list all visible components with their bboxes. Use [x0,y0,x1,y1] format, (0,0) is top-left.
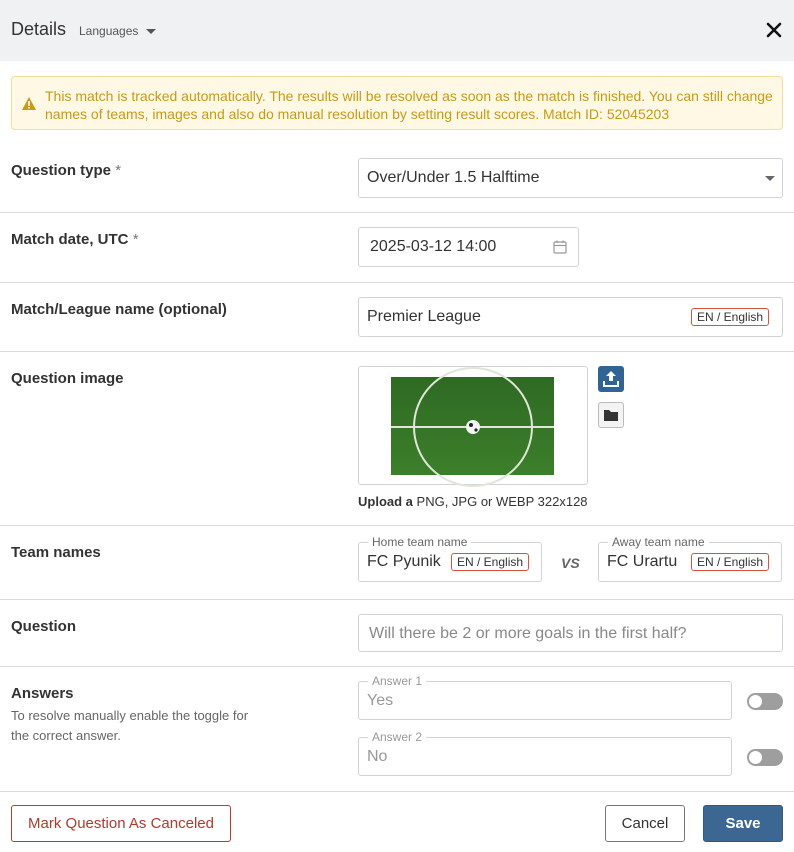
answer-2-input[interactable]: Answer 2 No [358,737,732,776]
answer-2-toggle[interactable] [747,749,783,766]
upload-icon [598,366,624,392]
answers-label: Answers [11,685,74,702]
language-badge[interactable]: EN / English [691,553,769,571]
folder-icon [599,403,623,427]
cancel-button[interactable]: Cancel [605,805,685,842]
match-date-label: Match date, UTC * [11,231,139,248]
team-names-label: Team names [11,544,101,561]
question-label: Question [11,618,77,635]
question-type-select[interactable]: Over/Under 1.5 Halftime [358,158,783,198]
answers-row [0,667,794,792]
modal-header [0,0,794,61]
vs-label: VS [561,555,580,571]
question-type-label: Question type * [11,162,122,179]
league-label: Match/League name (optional) [11,301,227,318]
caret-down-icon[interactable] [146,29,156,34]
match-date-input[interactable]: 2025-03-12 14:00 [358,227,579,267]
away-team-input[interactable]: Away team name FC Urartu EN / English [598,542,782,582]
caret-down-icon [765,176,775,181]
league-name-input[interactable]: Premier League EN / English [358,297,783,337]
save-button[interactable]: Save [703,805,783,842]
warning-icon [22,97,36,110]
tracking-alert [11,76,783,130]
question-row [0,600,794,667]
league-row [0,283,794,352]
question-image-preview [358,366,588,485]
answers-help: To resolve manually enable the toggle for the correct answer. [11,708,249,743]
home-team-input[interactable]: Home team name FC Pyunik EN / English [358,542,542,582]
calendar-icon[interactable] [553,240,567,254]
question-type-row [0,143,794,213]
close-icon[interactable] [764,20,784,40]
upload-hint: Upload a PNG, JPG or WEBP 322x128 [358,494,588,509]
upload-button[interactable] [598,366,624,392]
answer-1-input[interactable]: Answer 1 Yes [358,681,732,720]
language-badge[interactable]: EN / English [691,308,769,326]
languages-dropdown[interactable]: Languages [79,24,139,38]
match-date-row [0,213,794,283]
soccer-field-image [391,377,554,475]
alert-text: This match is tracked automatically. The results will be resolved as soon as the match is finished. You can still change names of teams, images and also do manual resolution by setting result scores. Match ID: 52045203 [45,88,773,122]
language-badge[interactable]: EN / English [451,553,529,571]
browse-images-button[interactable] [598,402,624,428]
team-names-row [0,526,794,600]
modal-title: Details [11,19,67,39]
question-input[interactable]: Will there be 2 or more goals in the first half? [358,614,783,652]
mark-canceled-button[interactable]: Mark Question As Canceled [11,805,231,842]
answer-1-toggle[interactable] [747,693,783,710]
question-image-label: Question image [11,370,124,387]
